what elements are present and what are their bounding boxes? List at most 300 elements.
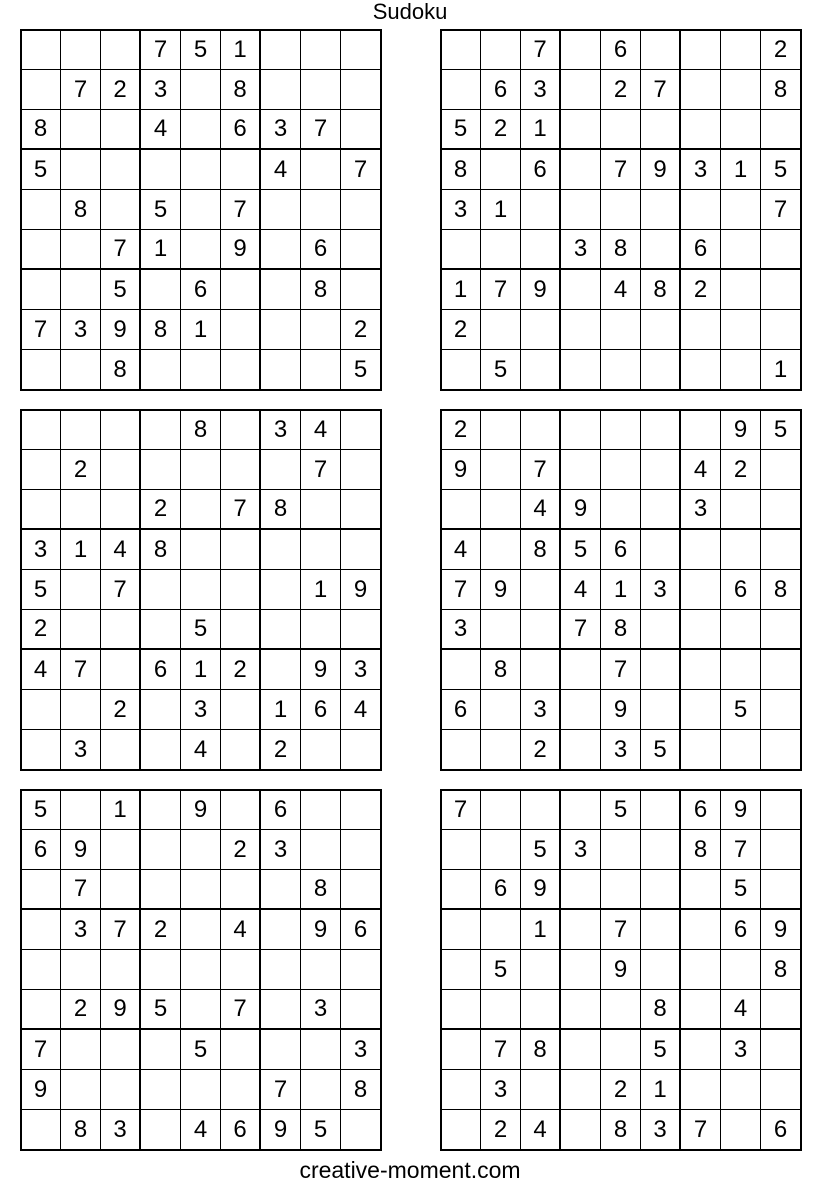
sudoku-cell <box>21 950 61 990</box>
sudoku-cell: 8 <box>521 530 561 570</box>
sudoku-cell <box>261 190 301 230</box>
sudoku-cell <box>301 1030 341 1070</box>
sudoku-cell <box>681 30 721 70</box>
sudoku-cell: 1 <box>221 30 261 70</box>
sudoku-cell: 9 <box>181 790 221 830</box>
sudoku-cell <box>181 1070 221 1110</box>
sudoku-cell <box>21 190 61 230</box>
sudoku-cell <box>601 350 641 390</box>
sudoku-cell: 8 <box>761 570 801 610</box>
sudoku-cell <box>221 1070 261 1110</box>
sudoku-cell: 4 <box>21 650 61 690</box>
sudoku-cell <box>641 190 681 230</box>
sudoku-cell <box>561 870 601 910</box>
sudoku-cell <box>601 410 641 450</box>
sudoku-cell <box>761 610 801 650</box>
sudoku-cell: 7 <box>101 570 141 610</box>
sudoku-cell <box>181 450 221 490</box>
sudoku-cell: 6 <box>721 910 761 950</box>
sudoku-cell <box>641 310 681 350</box>
sudoku-cell: 8 <box>21 110 61 150</box>
sudoku-cell <box>721 530 761 570</box>
sudoku-cell: 5 <box>761 410 801 450</box>
sudoku-cell <box>101 150 141 190</box>
sudoku-cell <box>641 610 681 650</box>
sudoku-cell: 1 <box>181 650 221 690</box>
sudoku-cell <box>441 1110 481 1150</box>
sudoku-cell: 9 <box>641 150 681 190</box>
sudoku-cell <box>561 910 601 950</box>
sudoku-cell: 8 <box>181 410 221 450</box>
sudoku-cell: 7 <box>721 830 761 870</box>
sudoku-cell: 3 <box>21 530 61 570</box>
sudoku-cell: 4 <box>521 1110 561 1150</box>
sudoku-cell: 7 <box>441 790 481 830</box>
sudoku-cell: 4 <box>101 530 141 570</box>
sudoku-cell <box>141 410 181 450</box>
sudoku-cell: 1 <box>441 270 481 310</box>
sudoku-cell <box>441 490 481 530</box>
sudoku-cell: 8 <box>641 270 681 310</box>
sudoku-cell <box>721 270 761 310</box>
sudoku-cell <box>181 530 221 570</box>
sudoku-cell <box>181 950 221 990</box>
sudoku-cell: 4 <box>601 270 641 310</box>
sudoku-cell <box>441 1070 481 1110</box>
sudoku-cell: 2 <box>761 30 801 70</box>
sudoku-cell: 6 <box>261 790 301 830</box>
sudoku-cell: 1 <box>101 790 141 830</box>
sudoku-cell: 8 <box>341 1070 381 1110</box>
sudoku-cell <box>21 490 61 530</box>
sudoku-cell <box>721 730 761 770</box>
sudoku-cell <box>561 310 601 350</box>
sudoku-cell: 7 <box>521 30 561 70</box>
sudoku-cell: 8 <box>301 270 341 310</box>
sudoku-cell: 6 <box>681 230 721 270</box>
sudoku-cell <box>101 410 141 450</box>
sudoku-cell: 7 <box>61 870 101 910</box>
sudoku-cell <box>341 450 381 490</box>
sudoku-cell <box>341 30 381 70</box>
sudoku-cell <box>181 910 221 950</box>
sudoku-cell <box>641 790 681 830</box>
sudoku-cell <box>721 70 761 110</box>
sudoku-cell: 4 <box>181 730 221 770</box>
sudoku-cell: 7 <box>761 190 801 230</box>
sudoku-cell <box>441 350 481 390</box>
sudoku-cell: 6 <box>601 30 641 70</box>
sudoku-cell <box>101 110 141 150</box>
sudoku-cell <box>301 610 341 650</box>
sudoku-cell <box>61 570 101 610</box>
sudoku-cell <box>301 730 341 770</box>
sudoku-cell <box>21 1110 61 1150</box>
sudoku-cell <box>141 730 181 770</box>
sudoku-cell <box>341 830 381 870</box>
sudoku-cell <box>441 730 481 770</box>
sudoku-cell <box>141 1110 181 1150</box>
sudoku-cell <box>221 1030 261 1070</box>
sudoku-cell <box>441 1030 481 1070</box>
sudoku-cell: 8 <box>261 490 301 530</box>
sudoku-cell <box>101 610 141 650</box>
sudoku-cell <box>641 870 681 910</box>
sudoku-cell <box>301 190 341 230</box>
sudoku-cell: 3 <box>341 650 381 690</box>
sudoku-cell <box>301 950 341 990</box>
sudoku-cell: 1 <box>61 530 101 570</box>
sudoku-cell: 9 <box>261 1110 301 1150</box>
sudoku-cell: 7 <box>641 70 681 110</box>
sudoku-cell <box>641 490 681 530</box>
sudoku-cell <box>681 410 721 450</box>
sudoku-cell: 7 <box>341 150 381 190</box>
sudoku-cell <box>61 1070 101 1110</box>
sudoku-cell: 2 <box>61 450 101 490</box>
sudoku-cell: 9 <box>761 910 801 950</box>
sudoku-cell: 2 <box>61 990 101 1030</box>
sudoku-cell <box>641 350 681 390</box>
sudoku-cell: 9 <box>61 830 101 870</box>
sudoku-cell: 4 <box>301 410 341 450</box>
sudoku-cell <box>481 530 521 570</box>
sudoku-cell: 3 <box>561 230 601 270</box>
sudoku-cell: 7 <box>261 1070 301 1110</box>
sudoku-cell <box>681 1030 721 1070</box>
sudoku-cell <box>561 990 601 1030</box>
sudoku-cell <box>681 350 721 390</box>
sudoku-cell <box>221 870 261 910</box>
sudoku-cell: 6 <box>141 650 181 690</box>
sudoku-cell: 1 <box>761 350 801 390</box>
sudoku-cell <box>601 310 641 350</box>
sudoku-cell <box>141 610 181 650</box>
sudoku-cell <box>101 950 141 990</box>
sudoku-cell <box>101 30 141 70</box>
sudoku-cell: 5 <box>21 790 61 830</box>
sudoku-cell <box>681 70 721 110</box>
sudoku-cell: 3 <box>261 410 301 450</box>
sudoku-cell <box>761 110 801 150</box>
sudoku-cell <box>761 650 801 690</box>
sudoku-cell: 1 <box>721 150 761 190</box>
sudoku-cell: 8 <box>141 310 181 350</box>
sudoku-cell <box>101 450 141 490</box>
sudoku-cell <box>641 830 681 870</box>
sudoku-cell <box>681 730 721 770</box>
sudoku-cell: 4 <box>721 990 761 1030</box>
sudoku-cell <box>181 990 221 1030</box>
sudoku-cell: 5 <box>181 30 221 70</box>
sudoku-cell <box>101 490 141 530</box>
sudoku-cell: 1 <box>141 230 181 270</box>
sudoku-cell <box>721 30 761 70</box>
sudoku-cell <box>181 870 221 910</box>
sudoku-cell <box>601 870 641 910</box>
sudoku-cell <box>101 730 141 770</box>
sudoku-cell <box>341 730 381 770</box>
sudoku-cell: 2 <box>341 310 381 350</box>
sudoku-cell: 4 <box>681 450 721 490</box>
sudoku-cell <box>561 650 601 690</box>
sudoku-cell <box>681 190 721 230</box>
sudoku-cell <box>221 570 261 610</box>
sudoku-cell <box>261 230 301 270</box>
sudoku-cell <box>21 910 61 950</box>
sudoku-puzzle-3 <box>21 410 381 770</box>
sudoku-cell <box>681 610 721 650</box>
sudoku-cell <box>441 990 481 1030</box>
sudoku-cell: 9 <box>341 570 381 610</box>
sudoku-cell <box>441 950 481 990</box>
sudoku-cell: 7 <box>221 190 261 230</box>
sudoku-cell <box>261 450 301 490</box>
sudoku-cell <box>341 230 381 270</box>
sudoku-cell: 5 <box>181 1030 221 1070</box>
sudoku-cell <box>721 1110 761 1150</box>
sudoku-cell <box>261 650 301 690</box>
sudoku-cell <box>561 350 601 390</box>
sudoku-cell <box>261 30 301 70</box>
sudoku-cell <box>61 1030 101 1070</box>
sudoku-cell: 5 <box>441 110 481 150</box>
sudoku-cell <box>301 350 341 390</box>
sudoku-cell <box>21 30 61 70</box>
sudoku-cell: 2 <box>141 910 181 950</box>
sudoku-cell <box>561 150 601 190</box>
sudoku-cell <box>221 450 261 490</box>
sudoku-cell <box>101 1030 141 1070</box>
sudoku-cell: 5 <box>721 690 761 730</box>
sudoku-cell <box>181 230 221 270</box>
sudoku-cell: 3 <box>681 490 721 530</box>
sudoku-cell <box>341 530 381 570</box>
sudoku-cell <box>341 410 381 450</box>
sudoku-cell <box>721 190 761 230</box>
sudoku-cell <box>481 150 521 190</box>
sudoku-cell: 5 <box>521 830 561 870</box>
sudoku-cell <box>481 610 521 650</box>
sudoku-cell: 3 <box>261 830 301 870</box>
sudoku-cell <box>641 650 681 690</box>
sudoku-cell: 8 <box>61 1110 101 1150</box>
sudoku-cell <box>641 530 681 570</box>
sudoku-cell <box>341 490 381 530</box>
sudoku-cell <box>721 230 761 270</box>
sudoku-cell <box>21 270 61 310</box>
sudoku-cell <box>761 870 801 910</box>
sudoku-cell <box>341 70 381 110</box>
sudoku-cell: 8 <box>101 350 141 390</box>
sudoku-cell: 3 <box>681 150 721 190</box>
sudoku-cell: 1 <box>261 690 301 730</box>
sudoku-cell: 5 <box>341 350 381 390</box>
sudoku-cell <box>721 950 761 990</box>
sudoku-cell: 2 <box>721 450 761 490</box>
sudoku-cell: 8 <box>301 870 341 910</box>
sudoku-cell: 4 <box>561 570 601 610</box>
sudoku-cell <box>641 450 681 490</box>
sudoku-cell <box>221 270 261 310</box>
sudoku-cell <box>721 490 761 530</box>
sudoku-cell <box>261 270 301 310</box>
sudoku-cell <box>61 690 101 730</box>
sudoku-cell: 3 <box>101 1110 141 1150</box>
sudoku-puzzle-4 <box>441 410 801 770</box>
sudoku-cell: 3 <box>721 1030 761 1070</box>
sudoku-cell: 6 <box>761 1110 801 1150</box>
sudoku-cell: 6 <box>341 910 381 950</box>
sudoku-cell <box>601 450 641 490</box>
sudoku-cell <box>761 830 801 870</box>
sudoku-cell <box>561 410 601 450</box>
sudoku-cell <box>341 990 381 1030</box>
sudoku-cell: 7 <box>221 990 261 1030</box>
sudoku-cell <box>441 870 481 910</box>
sudoku-cell <box>601 190 641 230</box>
sudoku-cell <box>601 830 641 870</box>
sudoku-cell: 7 <box>301 450 341 490</box>
sudoku-cell <box>261 990 301 1030</box>
sudoku-cell <box>761 310 801 350</box>
sudoku-cell: 8 <box>601 610 641 650</box>
sudoku-cell <box>341 190 381 230</box>
sudoku-cell: 1 <box>641 1070 681 1110</box>
sudoku-cell: 4 <box>441 530 481 570</box>
sudoku-cell: 6 <box>481 870 521 910</box>
sudoku-puzzle-6 <box>441 790 801 1150</box>
sudoku-cell: 3 <box>341 1030 381 1070</box>
sudoku-cell <box>561 950 601 990</box>
sudoku-cell: 6 <box>721 570 761 610</box>
sudoku-cell: 7 <box>481 270 521 310</box>
sudoku-cell <box>61 350 101 390</box>
sudoku-cell <box>521 410 561 450</box>
sudoku-cell: 5 <box>561 530 601 570</box>
sudoku-cell <box>101 870 141 910</box>
sudoku-cell <box>481 230 521 270</box>
sudoku-cell <box>221 350 261 390</box>
sudoku-cell <box>101 1070 141 1110</box>
sudoku-cell <box>141 150 181 190</box>
sudoku-cell: 7 <box>441 570 481 610</box>
sudoku-cell: 8 <box>481 650 521 690</box>
sudoku-cell <box>221 790 261 830</box>
sudoku-cell: 3 <box>61 730 101 770</box>
sudoku-cell: 3 <box>601 730 641 770</box>
sudoku-cell <box>521 990 561 1030</box>
sudoku-cell: 7 <box>221 490 261 530</box>
sudoku-cell <box>721 110 761 150</box>
sudoku-cell <box>141 1030 181 1070</box>
sudoku-cell: 6 <box>301 690 341 730</box>
sudoku-cell: 9 <box>481 570 521 610</box>
sudoku-cell <box>601 990 641 1030</box>
sudoku-cell: 2 <box>221 650 261 690</box>
sudoku-cell <box>561 1070 601 1110</box>
sudoku-cell <box>141 570 181 610</box>
sudoku-cell <box>641 910 681 950</box>
sudoku-cell: 7 <box>21 310 61 350</box>
sudoku-cell: 2 <box>601 1070 641 1110</box>
sudoku-cell <box>681 310 721 350</box>
sudoku-cell <box>221 690 261 730</box>
sudoku-cell <box>721 650 761 690</box>
sudoku-cell: 5 <box>601 790 641 830</box>
sudoku-cell <box>101 650 141 690</box>
sudoku-cell <box>441 650 481 690</box>
sudoku-cell: 3 <box>441 190 481 230</box>
sudoku-cell <box>481 830 521 870</box>
sudoku-cell: 3 <box>301 990 341 1030</box>
sudoku-cell <box>761 230 801 270</box>
sudoku-cell <box>301 830 341 870</box>
sudoku-cell <box>441 70 481 110</box>
sudoku-cell: 7 <box>601 910 641 950</box>
sudoku-cell <box>341 110 381 150</box>
sudoku-cell <box>761 450 801 490</box>
sudoku-cell <box>221 310 261 350</box>
sudoku-cell <box>681 650 721 690</box>
sudoku-cell <box>521 230 561 270</box>
sudoku-cell: 5 <box>721 870 761 910</box>
sudoku-cell: 7 <box>101 230 141 270</box>
sudoku-cell: 9 <box>521 270 561 310</box>
sudoku-cell <box>521 1070 561 1110</box>
sudoku-cell <box>601 110 641 150</box>
sudoku-cell <box>61 410 101 450</box>
sudoku-cell <box>61 610 101 650</box>
sudoku-cell <box>341 610 381 650</box>
sudoku-cell <box>261 950 301 990</box>
sudoku-cell: 8 <box>601 230 641 270</box>
sudoku-cell <box>221 530 261 570</box>
sudoku-cell <box>521 350 561 390</box>
sudoku-cell <box>561 270 601 310</box>
sudoku-cell: 6 <box>221 1110 261 1150</box>
sudoku-cell <box>721 310 761 350</box>
sudoku-cell <box>301 790 341 830</box>
sudoku-cell <box>521 950 561 990</box>
page-title: Sudoku <box>372 0 448 24</box>
sudoku-cell: 7 <box>521 450 561 490</box>
sudoku-cell <box>181 110 221 150</box>
sudoku-cell <box>261 530 301 570</box>
sudoku-cell <box>141 870 181 910</box>
sudoku-cell <box>521 790 561 830</box>
sudoku-cell: 9 <box>721 790 761 830</box>
sudoku-cell: 5 <box>181 610 221 650</box>
sudoku-cell: 2 <box>441 410 481 450</box>
sudoku-cell: 1 <box>481 190 521 230</box>
sudoku-cell <box>61 230 101 270</box>
sudoku-cell <box>341 1110 381 1150</box>
sudoku-cell <box>481 790 521 830</box>
sudoku-cell <box>61 790 101 830</box>
sudoku-cell <box>761 790 801 830</box>
sudoku-cell: 9 <box>721 410 761 450</box>
sudoku-cell: 9 <box>521 870 561 910</box>
sudoku-cell: 1 <box>601 570 641 610</box>
sudoku-cell: 4 <box>181 1110 221 1150</box>
sudoku-cell: 8 <box>441 150 481 190</box>
sudoku-cell <box>181 490 221 530</box>
sudoku-cell: 9 <box>601 950 641 990</box>
sudoku-cell <box>681 690 721 730</box>
sudoku-cell <box>481 990 521 1030</box>
sudoku-cell: 6 <box>441 690 481 730</box>
